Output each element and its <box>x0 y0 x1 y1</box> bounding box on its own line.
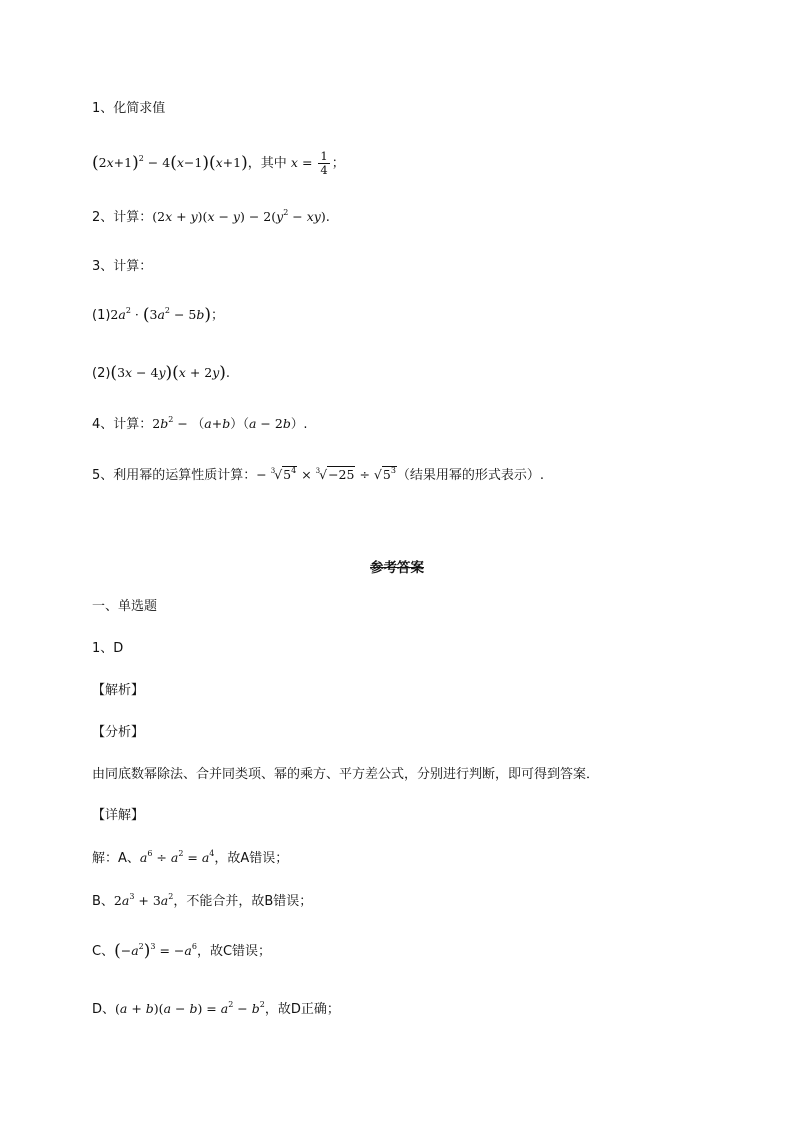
q1-end: ； <box>331 156 345 171</box>
section-title: 一、单选题 <box>92 599 158 614</box>
answer-item-1: 1、D <box>92 641 124 656</box>
q1-fraction <box>318 150 329 177</box>
q3-p1-end: ； <box>211 308 225 323</box>
q5-math: − $^3√5^4 \times ^3√-25 \div √5^3$ <box>256 466 396 482</box>
option-a-math: $a^6 \div a^2 = a^4$ <box>139 849 215 865</box>
q2-line <box>92 207 330 228</box>
option-a-line <box>92 848 288 869</box>
q2-math: $(2x + y)(x - y) - 2(y^2 - xy)$ <box>152 208 326 224</box>
option-b-line <box>92 891 312 912</box>
option-a-tail: ，故A错误； <box>214 851 289 866</box>
q3-p2-math: (3x − 4y)(x + 2y) <box>110 363 226 383</box>
option-d-math: $(a + b)(a - b) = a^2 - b^2$ <box>115 1000 265 1016</box>
option-b-math: $2a^3 + 3a^2$ <box>113 892 174 908</box>
detail-tag: 【详解】 <box>92 808 145 823</box>
q2-end: . <box>325 210 330 225</box>
q3-part1 <box>92 305 224 326</box>
q3-part2 <box>92 363 230 384</box>
q1-frac-den: 4 <box>320 163 328 177</box>
q4-end: . <box>303 417 308 432</box>
q1-math: $(2x+1)^2 - 4(x-1)(x+1)$ <box>92 153 248 173</box>
fenxi-tag: 【分析】 <box>92 725 145 740</box>
q1-condition-text: ，其中 <box>247 156 287 171</box>
q4-label: 4、计算： <box>92 417 153 432</box>
fenxi-text: 由同底数幂除法、合并同类项、幂的乘方、平方差公式，分别进行判断，即可得到答案． <box>92 767 600 782</box>
q1-expression <box>92 150 345 177</box>
q3-p1-math: $2a^2 \cdot (3a^2 - 5b)$ <box>110 305 212 325</box>
option-c-prefix: C、 <box>92 944 115 959</box>
option-c-line <box>92 941 271 962</box>
q1-frac-num: 1 <box>320 149 328 163</box>
q3-p2-label: (2) <box>92 366 111 381</box>
q3-title: 3、计算： <box>92 259 153 274</box>
option-b-prefix: B、 <box>92 894 114 909</box>
option-a-prefix: 解：A、 <box>92 851 140 866</box>
q5-line <box>92 465 544 487</box>
option-c-math: $(-a^2)^3 = -a^6$ <box>114 941 197 961</box>
option-c-tail: ，故C错误； <box>196 944 272 959</box>
q4-math: $2b^2 - (a+b)(a - 2b)$ <box>152 415 304 431</box>
q3-p1-label: (1) <box>92 308 111 323</box>
q1-equals: = <box>297 155 317 170</box>
q4-line <box>92 414 307 435</box>
q1-title: 1、化简求值 <box>92 101 166 116</box>
option-d-tail: ，故D正确； <box>264 1002 340 1017</box>
q1-x-var: x <box>290 155 298 170</box>
q2-label: 2、计算： <box>92 210 153 225</box>
q5-note: （结果用幂的形式表示）. <box>396 468 545 483</box>
option-d-line <box>92 999 340 1020</box>
answers-heading-text: 参考答案 <box>370 560 424 576</box>
q5-label: 5、利用幂的运算性质计算： <box>92 468 257 483</box>
answers-heading <box>0 556 794 576</box>
analysis-tag: 【解析】 <box>92 683 145 698</box>
q3-p2-end: . <box>225 366 231 381</box>
option-b-tail: ，不能合并，故B错误； <box>173 894 313 909</box>
option-d-prefix: D、 <box>92 1002 116 1017</box>
